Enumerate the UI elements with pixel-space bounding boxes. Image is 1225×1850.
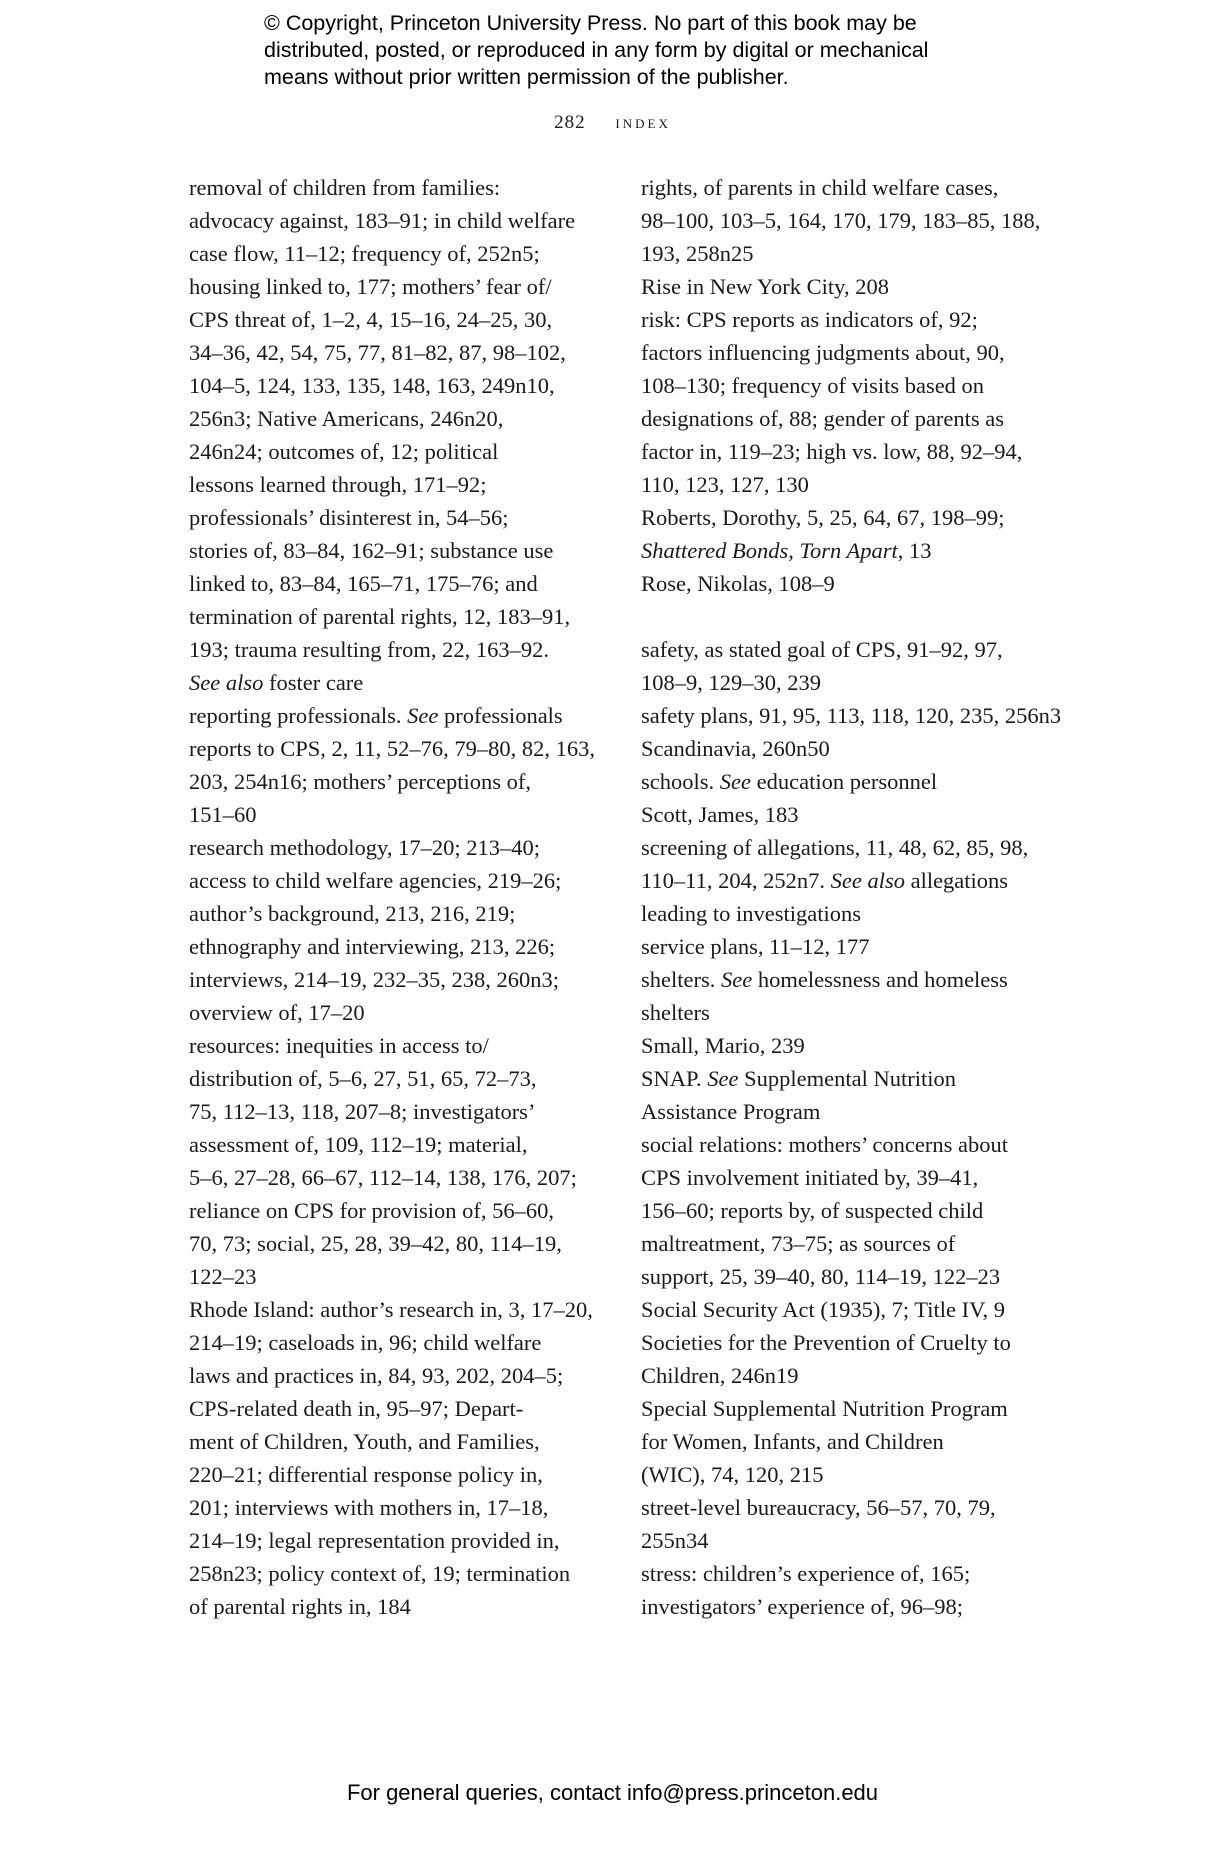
index-entry — [641, 270, 1061, 303]
cross-reference: SNAP. See Supplemental Nutrition — [641, 1066, 956, 1091]
index-entry-line: reports to CPS, 2, 11, 52–76, 79–80, 82, 163, — [189, 736, 596, 761]
index-entry-line: access to child welfare agencies, 219–26; — [189, 868, 562, 893]
index-entry-line: Small, Mario, 239 — [641, 1033, 805, 1058]
index-entry — [641, 1062, 1061, 1128]
index-entry-line: 220–21; differential response policy in, — [189, 1462, 543, 1487]
index-entry-line: author’s background, 213, 216, 219; — [189, 901, 516, 926]
index-entry-line: of parental rights in, 184 — [189, 1594, 411, 1619]
cross-reference: See also foster care — [189, 670, 364, 695]
index-entry-line: 193, 258n25 — [641, 241, 754, 266]
index-entry-line: housing linked to, 177; mothers’ fear of/ — [189, 274, 552, 299]
index-entry-line: 104–5, 124, 133, 135, 148, 163, 249n10, — [189, 373, 555, 398]
index-entry-line: Assistance Program — [641, 1099, 821, 1124]
footer-contact: For general queries, contact info@press.princeton.edu — [346, 1780, 879, 1805]
index-entry — [641, 1029, 1061, 1062]
cross-reference: schools. See education personnel — [641, 769, 938, 794]
index-entry-line: stories of, 83–84, 162–91; substance use — [189, 538, 554, 563]
index-entry — [641, 732, 1061, 765]
index-entry-line: Shattered Bonds, Torn Apart, 13 — [641, 538, 932, 563]
index-entry-line: 258n23; policy context of, 19; termination — [189, 1561, 571, 1586]
index-entry-line: investigators’ experience of, 96–98; — [641, 1594, 963, 1619]
copyright-line: © Copyright, Princeton University Press. No part of this book may be — [264, 11, 917, 35]
index-entry-line: 156–60; reports by, of suspected child — [641, 1198, 984, 1223]
index-entry-line: assessment of, 109, 112–19; material, — [189, 1132, 528, 1157]
index-entry — [641, 1293, 1061, 1326]
index-entry-line: Children, 246n19 — [641, 1363, 799, 1388]
index-entry-line: 110, 123, 127, 130 — [641, 472, 809, 497]
index-entry-line: advocacy against, 183–91; in child welfare — [189, 208, 576, 233]
index-entry-line: 70, 73; social, 25, 28, 39–42, 80, 114–19, — [189, 1231, 562, 1256]
index-entry — [641, 798, 1061, 831]
index-entry — [641, 930, 1061, 963]
letter-group-gap — [641, 600, 1061, 633]
index-entry — [641, 1326, 1061, 1392]
index-entry-line: safety, as stated goal of CPS, 91–92, 97, — [641, 637, 1003, 662]
index-entry-line: support, 25, 39–40, 80, 114–19, 122–23 — [641, 1264, 1001, 1289]
index-entry-line: CPS-related death in, 95–97; Depart- — [189, 1396, 524, 1421]
index-entry-line: 98–100, 103–5, 164, 170, 179, 183–85, 188, — [641, 208, 1041, 233]
index-entry-line: rights, of parents in child welfare cases, — [641, 175, 999, 200]
index-entry-line: Scott, James, 183 — [641, 802, 799, 827]
index-entry-line: 108–9, 129–30, 239 — [641, 670, 821, 695]
cross-reference: reporting professionals. See professionals — [189, 703, 563, 728]
index-entry-line: ment of Children, Youth, and Families, — [189, 1429, 540, 1454]
index-entry — [641, 633, 1061, 699]
index-column-right — [641, 171, 1061, 1623]
index-entry-line: linked to, 83–84, 165–71, 175–76; and — [189, 571, 538, 596]
index-entry-line: 151–60 — [189, 802, 257, 827]
index-entry-line: resources: inequities in access to/ — [189, 1033, 489, 1058]
index-entry-line: CPS involvement initiated by, 39–41, — [641, 1165, 979, 1190]
index-entry-line: Roberts, Dorothy, 5, 25, 64, 67, 198–99; — [641, 505, 1005, 530]
index-entry-line: termination of parental rights, 12, 183–91, — [189, 604, 571, 629]
copyright-notice — [264, 10, 1024, 91]
index-entry-line: 203, 254n16; mothers’ perceptions of, — [189, 769, 532, 794]
index-entry-line: 214–19; caseloads in, 96; child welfare — [189, 1330, 542, 1355]
index-entry-line: Rose, Nikolas, 108–9 — [641, 571, 835, 596]
index-entry-line: shelters — [641, 1000, 710, 1025]
copyright-line: distributed, posted, or reproduced in any form by digital or mechanical — [264, 38, 929, 62]
index-entry-line: distribution of, 5–6, 27, 51, 65, 72–73, — [189, 1066, 537, 1091]
index-entry — [641, 501, 1061, 567]
index-entry-line: laws and practices in, 84, 93, 202, 204–5; — [189, 1363, 564, 1388]
index-entry — [641, 1557, 1061, 1623]
index-entry-line: 214–19; legal representation provided in, — [189, 1528, 560, 1553]
index-entry-line: stress: children’s experience of, 165; — [641, 1561, 971, 1586]
cross-reference: shelters. See homelessness and homeless — [641, 967, 1008, 992]
index-entry-line: ethnography and interviewing, 213, 226; — [189, 934, 556, 959]
index-entry — [641, 567, 1061, 600]
index-entry — [189, 732, 604, 831]
index-entry — [641, 699, 1061, 732]
index-entry-line: 34–36, 42, 54, 75, 77, 81–82, 87, 98–102, — [189, 340, 566, 365]
index-entry-line: removal of children from families: — [189, 175, 501, 200]
index-entry-line: 193; trauma resulting from, 22, 163–92. — [189, 637, 549, 662]
index-entry-line: research methodology, 17–20; 213–40; — [189, 835, 540, 860]
index-entry — [189, 171, 604, 699]
index-entry-line: Special Supplemental Nutrition Program — [641, 1396, 1008, 1421]
index-entry — [641, 1128, 1061, 1293]
index-entry — [189, 1293, 604, 1623]
index-entry-line: CPS threat of, 1–2, 4, 15–16, 24–25, 30, — [189, 307, 553, 332]
index-entry-line: case flow, 11–12; frequency of, 252n5; — [189, 241, 540, 266]
index-entry-line: 201; interviews with mothers in, 17–18, — [189, 1495, 549, 1520]
index-entry — [641, 171, 1061, 270]
index-entry-line: 75, 112–13, 118, 207–8; investigators’ — [189, 1099, 536, 1124]
index-entry — [641, 831, 1061, 930]
index-entry-line: designations of, 88; gender of parents as — [641, 406, 1005, 431]
copyright-line: means without prior written permission of the publisher. — [264, 65, 789, 89]
index-entry-line: 256n3; Native Americans, 246n20, — [189, 406, 504, 431]
running-head — [0, 112, 1225, 134]
page-number: 282 — [554, 112, 586, 133]
index-entry — [189, 1029, 604, 1293]
index-entry-line: (WIC), 74, 120, 215 — [641, 1462, 824, 1487]
section-title: index — [615, 112, 671, 133]
index-entry-line: overview of, 17–20 — [189, 1000, 365, 1025]
index-entry-line: 246n24; outcomes of, 12; political — [189, 439, 499, 464]
index-entry-line: social relations: mothers’ concerns about — [641, 1132, 1008, 1157]
index-entry — [641, 1491, 1061, 1557]
index-entry-line: safety plans, 91, 95, 113, 118, 120, 235, 256n3 — [641, 703, 1062, 728]
index-entry-line: risk: CPS reports as indicators of, 92; — [641, 307, 978, 332]
index-entry-line: Societies for the Prevention of Cruelty to — [641, 1330, 1011, 1355]
index-entry-line: street-level bureaucracy, 56–57, 70, 79, — [641, 1495, 996, 1520]
index-entry-line: 122–23 — [189, 1264, 257, 1289]
index-entry-line: Scandinavia, 260n50 — [641, 736, 830, 761]
index-entry-line: 5–6, 27–28, 66–67, 112–14, 138, 176, 207; — [189, 1165, 577, 1190]
index-entry-line: Rhode Island: author’s research in, 3, 17–20, — [189, 1297, 593, 1322]
index-entry — [641, 765, 1061, 798]
index-entry-line: factors influencing judgments about, 90, — [641, 340, 1005, 365]
index-entry-line: leading to investigations — [641, 901, 861, 926]
index-entry — [189, 831, 604, 1029]
index-entry — [641, 303, 1061, 501]
index-entry-line: for Women, Infants, and Children — [641, 1429, 944, 1454]
index-entry-line: service plans, 11–12, 177 — [641, 934, 870, 959]
index-column-left — [189, 171, 604, 1623]
index-entry — [189, 699, 604, 732]
index-entry-line: interviews, 214–19, 232–35, 238, 260n3; — [189, 967, 559, 992]
cross-reference: 110–11, 204, 252n7. See also allegations — [641, 868, 1009, 893]
index-entry-line: maltreatment, 73–75; as sources of — [641, 1231, 956, 1256]
index-entry-line: factor in, 119–23; high vs. low, 88, 92–94, — [641, 439, 1023, 464]
index-entry-line: lessons learned through, 171–92; — [189, 472, 487, 497]
index-entry-line: Social Security Act (1935), 7; Title IV, 9 — [641, 1297, 1005, 1322]
index-entry-line: Rise in New York City, 208 — [641, 274, 889, 299]
index-entry-line: professionals’ disinterest in, 54–56; — [189, 505, 509, 530]
index-entry-line: 108–130; frequency of visits based on — [641, 373, 985, 398]
index-entry-line: reliance on CPS for provision of, 56–60, — [189, 1198, 554, 1223]
index-entry-line: 255n34 — [641, 1528, 709, 1553]
index-entry-line: screening of allegations, 11, 48, 62, 85, 98, — [641, 835, 1029, 860]
index-entry — [641, 963, 1061, 1029]
index-entry — [641, 1392, 1061, 1491]
